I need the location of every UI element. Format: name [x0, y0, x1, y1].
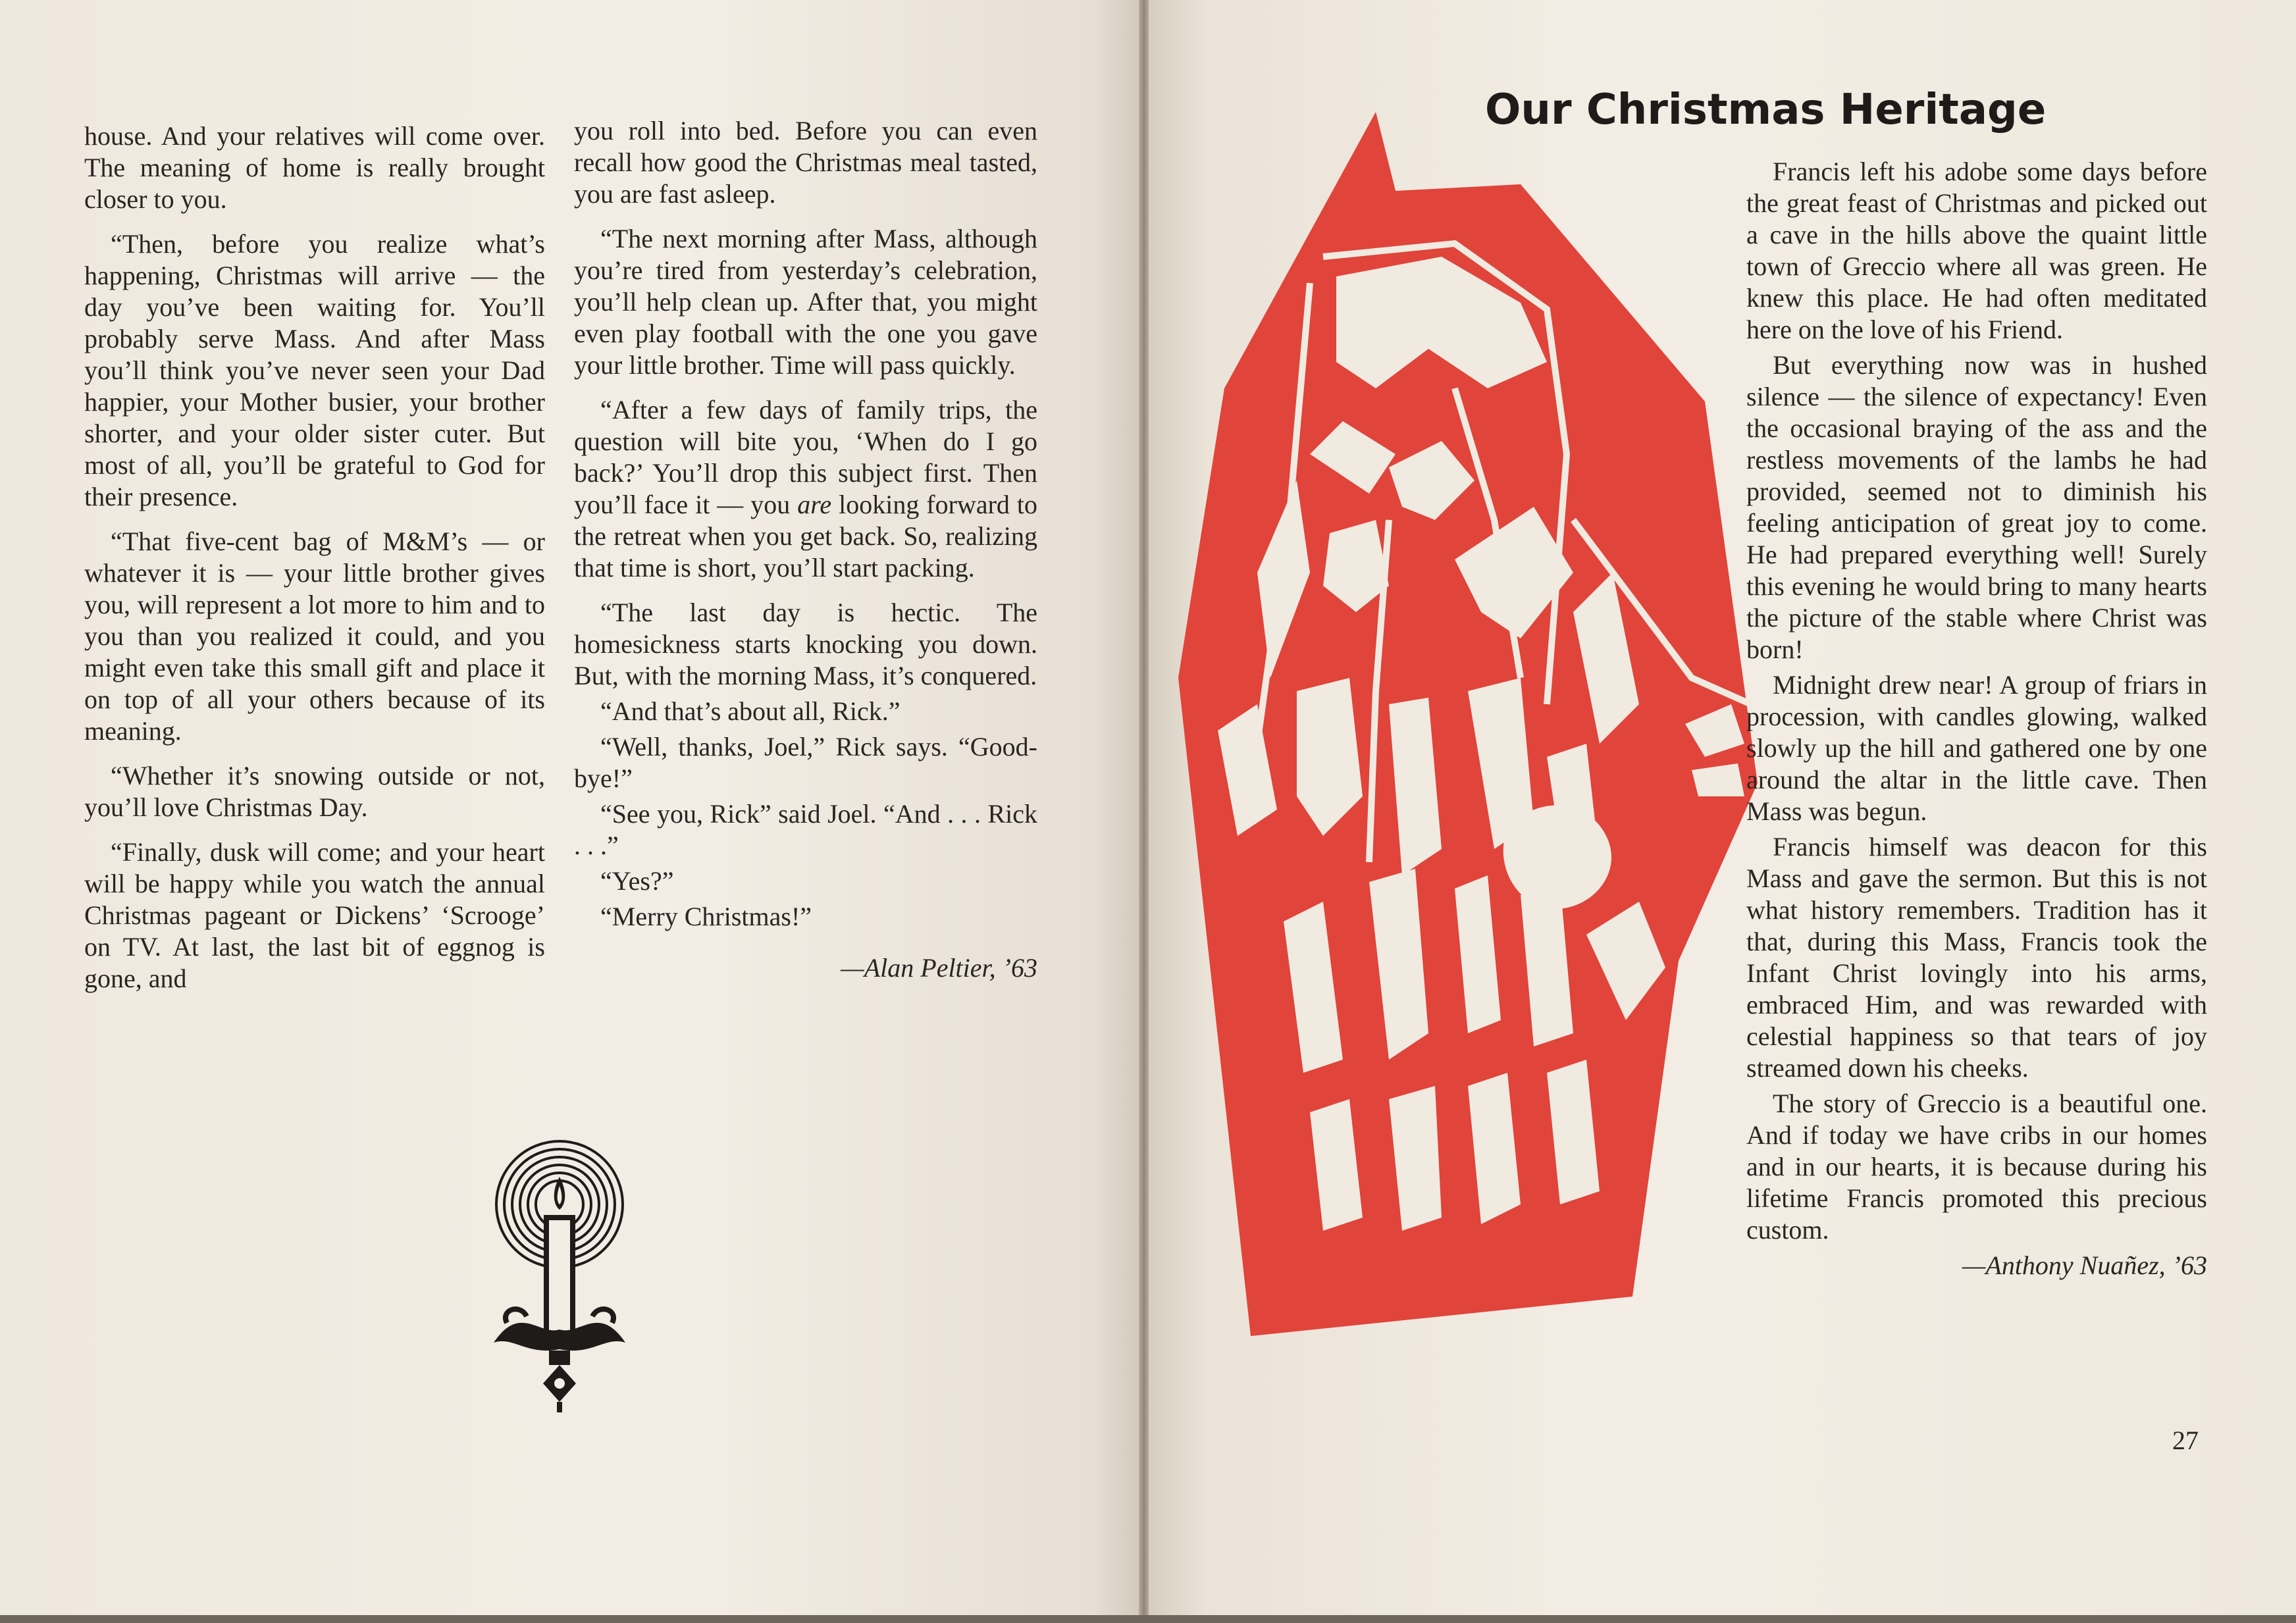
paragraph: “Yes?” [600, 866, 674, 896]
page-number: 27 [2172, 1426, 2199, 1455]
article-title: Our Christmas Heritage [1485, 86, 2047, 134]
paragraph: “Well, thanks, Joel,” Rick says. “Good-bye!” [574, 732, 1037, 793]
author-byline: —Anthony Nuañez, ’63 [1962, 1250, 2207, 1280]
paragraph [574, 394, 1037, 584]
paragraph: “Whether it’s snowing outside or not, you’ll love Christmas Day. [84, 761, 545, 822]
paragraph: Francis left his adobe some days before the great feast of Christmas and picked out a cave in the hills above the quaint little town of Greccio where all was green. He knew this place. He had often meditated here on the love of his Friend. [1746, 157, 2207, 344]
paragraph: house. And your relatives will come over. The meaning of home is really brought closer to you. [84, 121, 545, 214]
left-column-2 [574, 115, 1037, 997]
paragraph: “Finally, dusk will come; and your heart will be happy while you watch the annual Christmas pageant or Dickens’ ‘Scrooge’ on TV. At last, the last bit of eggnog is gone, and [84, 837, 545, 993]
author-byline: —Alan Peltier, ’63 [841, 953, 1037, 983]
paragraph: Midnight drew near! A group of friars in procession, with candles glowing, walked slowly up the hill and gathered one by one around the altar in the little cave. Then Mass was begun. [1746, 670, 2207, 826]
page-bottom-edge [0, 1615, 2296, 1623]
text-run: “After a few days of family trips, the question will bite you, ‘When do I go back?’ You’ll drop this subject first. Then you’ll face it — you [574, 395, 1037, 519]
paragraph: Francis himself was deacon for this Mass and gave the sermon. But this is not what history remembers. Tradition has it that, during this Mass, Francis took the Infant Christ lovingly into his arms, embraced Him, and was rewarded with celestial happiness so that tears of joy streamed down his cheeks. [1746, 832, 2207, 1083]
left-page [0, 0, 1139, 1623]
paragraph: The story of Greccio is a beautiful one. And if today we have cribs in our homes and in our hearts, it is because during his lifetime Francis promoted this precious custom. [1746, 1089, 2207, 1245]
book-gutter [1139, 0, 1149, 1623]
paragraph: “The last day is hectic. The homesickness starts knocking you down. But, with the morning Mass, it’s conquered. [574, 598, 1037, 690]
text-run: looking forward to the retreat when you get back. So, realizing that time is short, you’ll start packing. [574, 490, 1037, 582]
paragraph: you roll into bed. Before you can even recall how good the Christmas meal tasted, you are fast asleep. [574, 116, 1037, 209]
paragraph: “Then, before you realize what’s happening, Christmas will arrive — the day you’ve been waiting for. You’ll probably serve Mass. And after Mass you’ll think you’ve never seen your Dad happier, your Mother busier, your brother shorter, and your older sister cuter. But most of all, you’ll be grateful to God for their presence. [84, 229, 545, 511]
paragraph: “That five-cent bag of M&M’s — or whatever it is — your little brother gives you, will represent a lot more to him and to you than you realized it could, and you might even take this small gift and place it on top of all your others because of its meaning. [84, 527, 545, 746]
paragraph: “See you, Rick” said Joel. “And . . . Rick . . .” [574, 799, 1037, 860]
article-body [1746, 156, 2207, 1285]
paragraph: “Merry Christmas!” [600, 902, 812, 931]
paragraph: But everything now was in hushed silence — the silence of expectancy! Even the occasional braying of the ass and the restless movements of the lambs he had provided, seemed not to diminish his feeling anticipation of great joy to come. He had prepared everything well! Surely this evening he would bring to many hearts the picture of the stable where Christ was born! [1746, 350, 2207, 664]
paragraph: “The next morning after Mass, although you’re tired from yesterday’s celebration, you’ll help clean up. After that, you might even play football with the one you gave your little brother. Time will pass quickly. [574, 224, 1037, 380]
emphasis: are [797, 490, 832, 519]
left-column-1 [84, 120, 545, 1008]
paragraph: “And that’s about all, Rick.” [600, 696, 900, 726]
woodcut-illustration [1178, 112, 1758, 1336]
candle-ornament-icon [481, 1139, 639, 1415]
